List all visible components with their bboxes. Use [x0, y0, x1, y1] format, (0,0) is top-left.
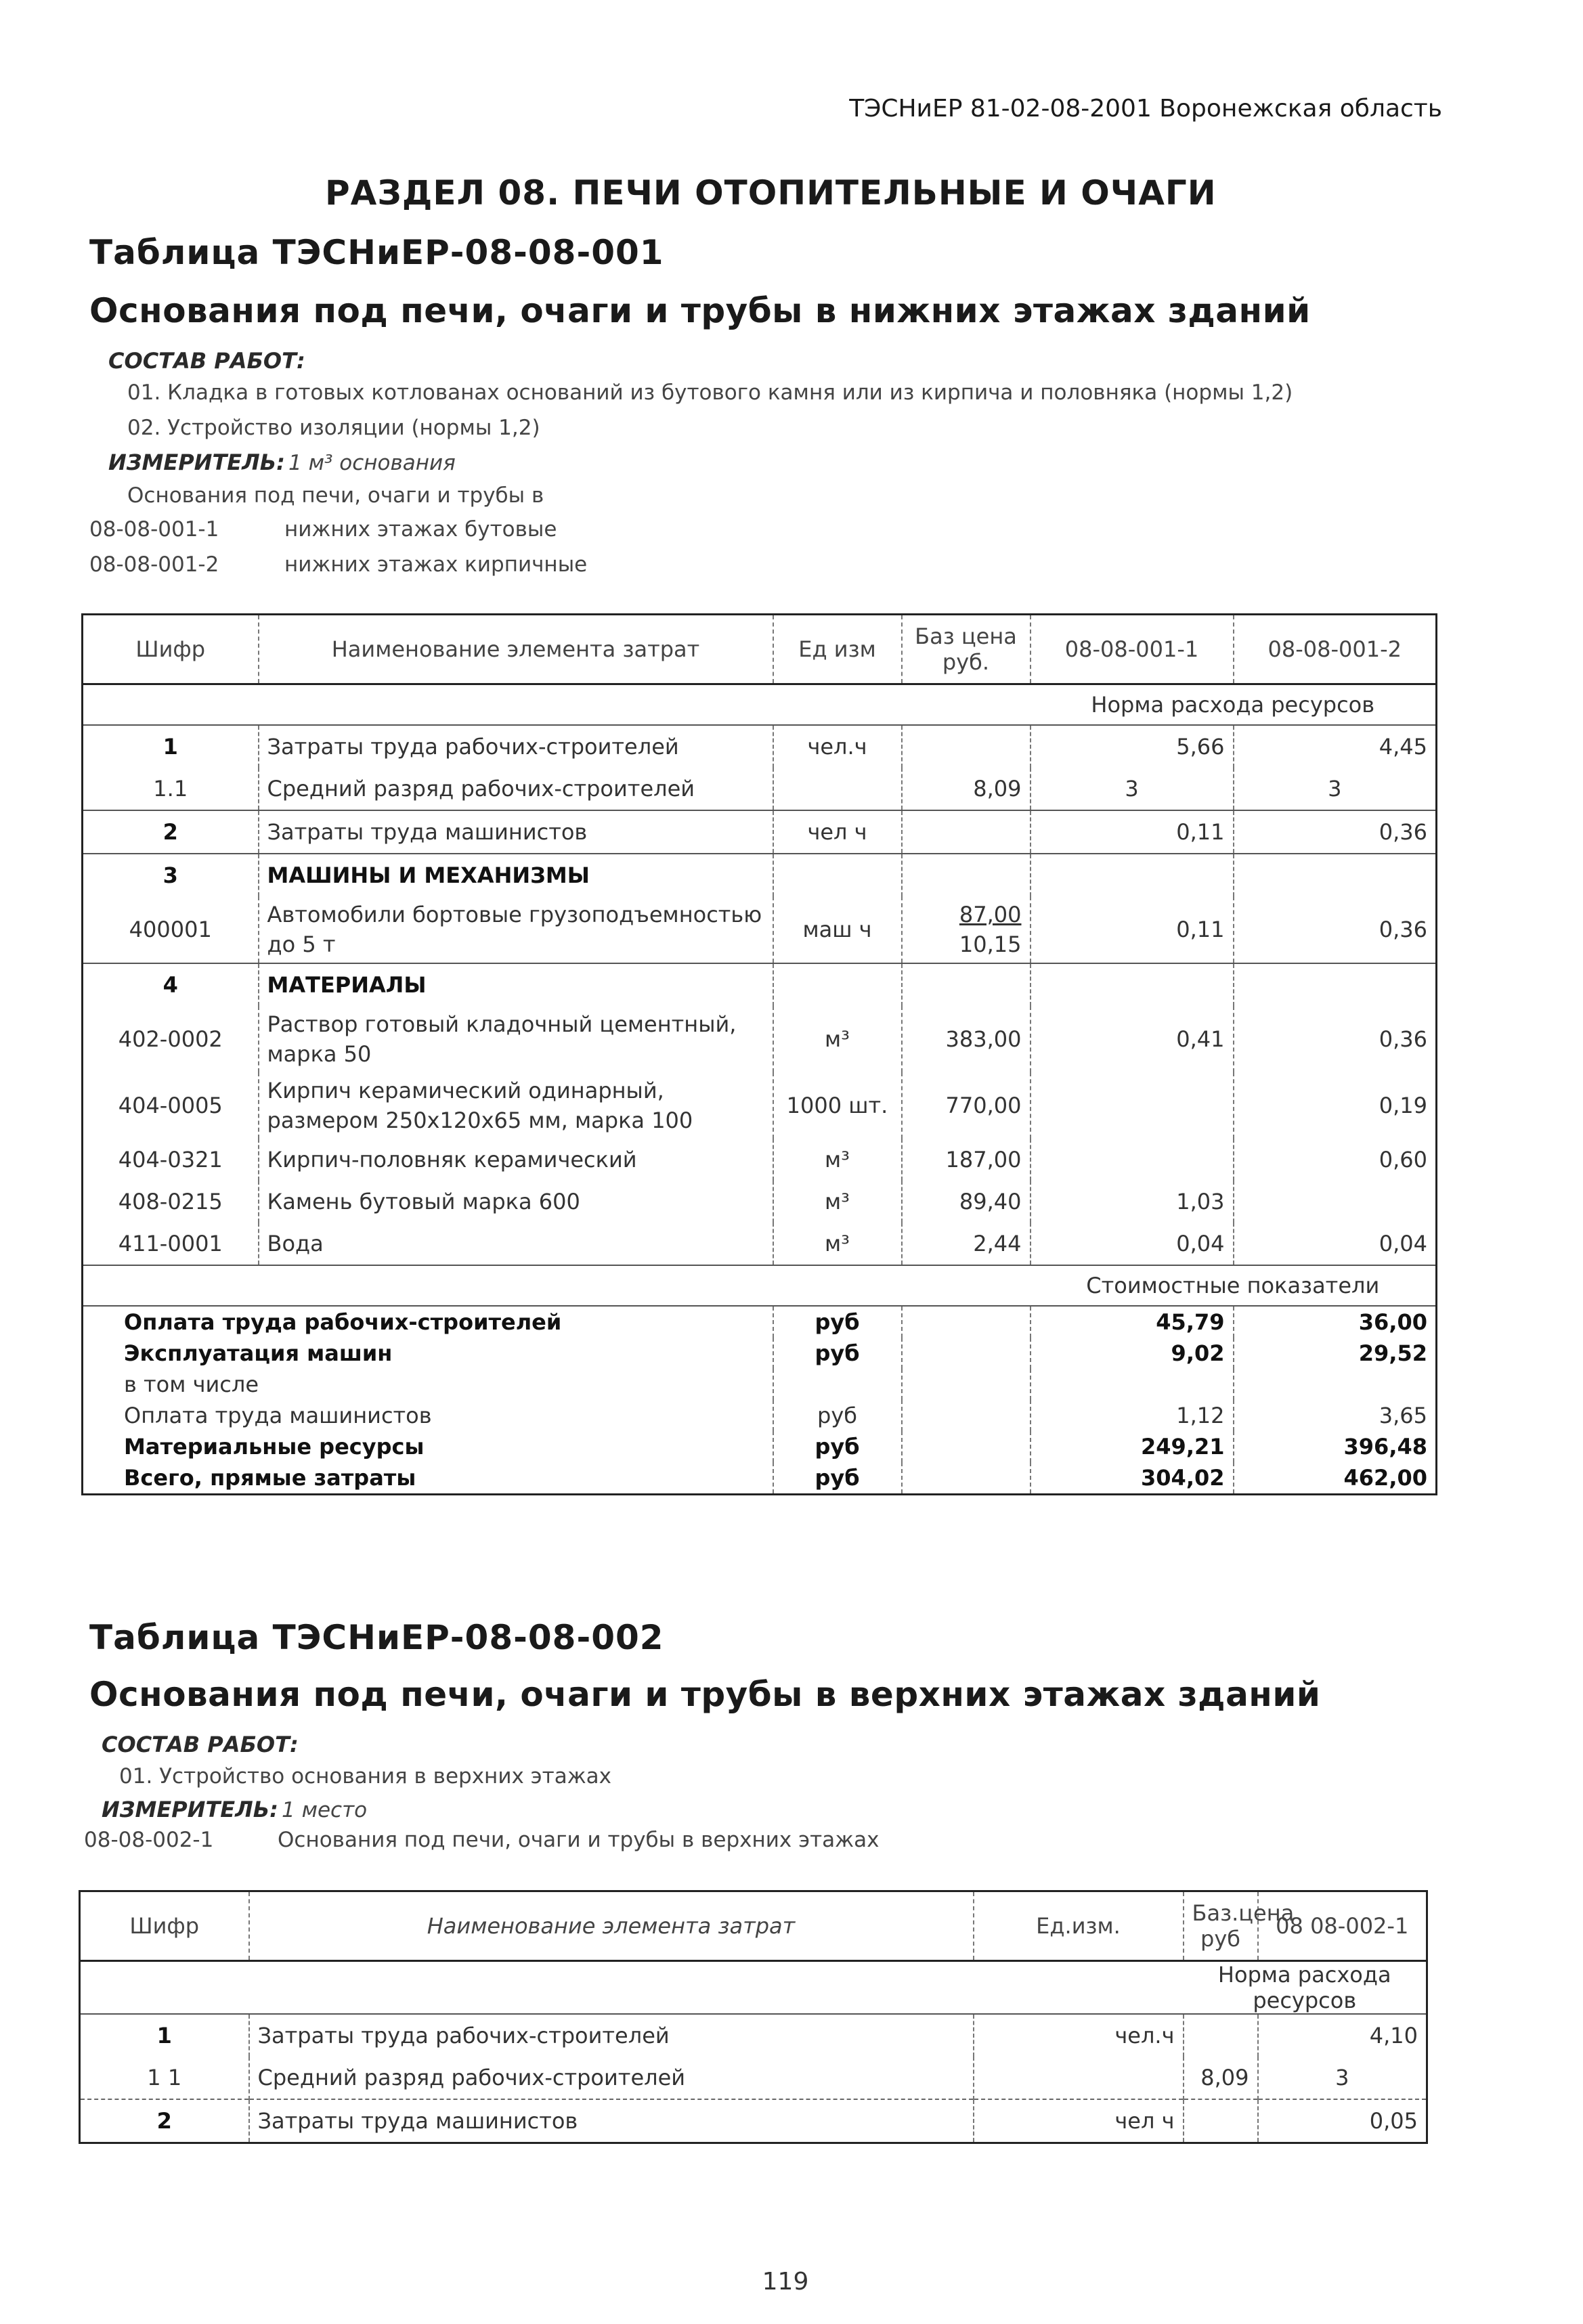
table2-measure-value: 1 место	[282, 1798, 368, 1822]
table2-work-item: 01. Устройство основания в верхних этажах	[119, 1764, 612, 1789]
cost-row: Всего, прямые затраты руб 304,02 462,00	[83, 1462, 1437, 1495]
table1-code-desc: нижних этажах бутовые	[284, 517, 557, 542]
col-head-unit: Ед изм	[773, 615, 902, 684]
running-header: ТЭСНиЕР 81-02-08-2001 Воронежская область	[849, 95, 1442, 123]
col-head-norm1: 08 08-002-1	[1258, 1891, 1427, 1961]
table2	[79, 1890, 1428, 2144]
table1-works-label: СОСТАВ РАБОТ:	[108, 348, 305, 374]
table1-subtitle: Основания под печи, очаги и трубы в нижних этажах зданий	[89, 291, 1311, 330]
table1-title: Таблица ТЭСНиЕР-08-08-001	[89, 233, 664, 272]
col-head-price: Баз цена руб.	[902, 615, 1031, 684]
table1-work-item: 02. Устройство изоляции (нормы 1,2)	[127, 416, 540, 440]
cost-row: Материальные ресурсы руб 249,21 396,48	[83, 1431, 1437, 1462]
section-title: РАЗДЕЛ 08. ПЕЧИ ОТОПИТЕЛЬНЫЕ И ОЧАГИ	[325, 173, 1217, 213]
col-head-cipher: Шифр	[80, 1891, 249, 1961]
cost-row: Эксплуатация машин руб 9,02 29,52	[83, 1338, 1437, 1369]
table2-measure-label: ИЗМЕРИТЕЛЬ:	[102, 1797, 278, 1822]
table-row: 1 Затраты труда рабочих-строителей чел.ч 5,66 4,45	[83, 725, 1437, 768]
page-number: 119	[762, 2268, 809, 2296]
table-row: 1 Затраты труда рабочих-строителей чел.ч 4,10	[80, 2014, 1427, 2057]
table1-measure-label: ИЗМЕРИТЕЛЬ:	[108, 450, 285, 475]
table1-code-desc: нижних этажах кирпичные	[284, 552, 588, 577]
table-row: 404-0005 Кирпич керамический одинарный, размером 250х120х65 мм, марка 100 1000 шт. 770,00 0,19	[83, 1072, 1437, 1139]
table-row: 2 Затраты труда машинистов чел ч 0,11 0,36	[83, 810, 1437, 854]
table1-code: 08-08-001-2	[89, 552, 219, 577]
cost-row: Оплата труда машинистов руб 1,12 3,65	[83, 1400, 1437, 1431]
table2-works-label: СОСТАВ РАБОТ:	[102, 1732, 299, 1757]
col-head-norm2: 08-08-001-2	[1234, 615, 1437, 684]
table1	[81, 613, 1437, 1495]
col-head-name: Наименование элемента затрат	[259, 615, 773, 684]
table-row: 3 МАШИНЫ И МЕХАНИЗМЫ	[83, 854, 1437, 896]
table-row: 404-0321 Кирпич-половняк керамический м³ 187,00 0,60	[83, 1139, 1437, 1181]
norm-label: Норма расхода ресурсов	[1031, 684, 1437, 726]
cost-row: Оплата труда рабочих-строителей руб 45,79 36,00	[83, 1306, 1437, 1338]
table-row: 2 Затраты труда машинистов чел ч 0,05	[80, 2099, 1427, 2143]
table-row: 408-0215 Камень бутовый марка 600 м³ 89,40 1,03	[83, 1181, 1437, 1223]
table-row: 402-0002 Раствор готовый кладочный цементный, марка 50 м³ 383,00 0,41 0,36	[83, 1006, 1437, 1072]
col-head-price: Баз.цена руб	[1184, 1891, 1258, 1961]
table-row: 400001 Автомобили бортовые грузоподъемностью до 5 т маш ч 87,00 10,15 0,11 0,36	[83, 896, 1437, 963]
col-head-name: Наименование элемента затрат	[249, 1891, 974, 1961]
table1-code: 08-08-001-1	[89, 517, 219, 542]
table1-desc-intro: Основания под печи, очаги и трубы в	[127, 483, 544, 508]
col-head-unit: Ед.изм.	[974, 1891, 1184, 1961]
col-head-norm1: 08-08-001-1	[1031, 615, 1234, 684]
cost-label: Стоимостные показатели	[1031, 1265, 1437, 1306]
table-row: 1 1 Средний разряд рабочих-строителей 8,09 3	[80, 2057, 1427, 2099]
table-row: 4 МАТЕРИАЛЫ	[83, 963, 1437, 1006]
table2-subtitle: Основания под печи, очаги и трубы в верхних этажах зданий	[89, 1675, 1321, 1714]
norm-label: Норма расхода ресурсов	[1184, 1961, 1427, 2015]
table-row: 411-0001 Вода м³ 2,44 0,04 0,04	[83, 1223, 1437, 1265]
table1-measure-value: 1 м³ основания	[288, 451, 456, 475]
table2-title: Таблица ТЭСНиЕР-08-08-002	[89, 1618, 664, 1657]
table-row: 1.1 Средний разряд рабочих-строителей 8,09 3 3	[83, 768, 1437, 810]
cost-row: в том числе	[83, 1369, 1437, 1400]
col-head-cipher: Шифр	[83, 615, 259, 684]
table1-work-item: 01. Кладка в готовых котлованах оснований из бутового камня или из кирпича и половняка (нормы 1,2)	[127, 380, 1293, 405]
table2-code-desc: Основания под печи, очаги и трубы в верхних этажах	[278, 1828, 880, 1852]
table2-code: 08-08-002-1	[84, 1828, 214, 1852]
